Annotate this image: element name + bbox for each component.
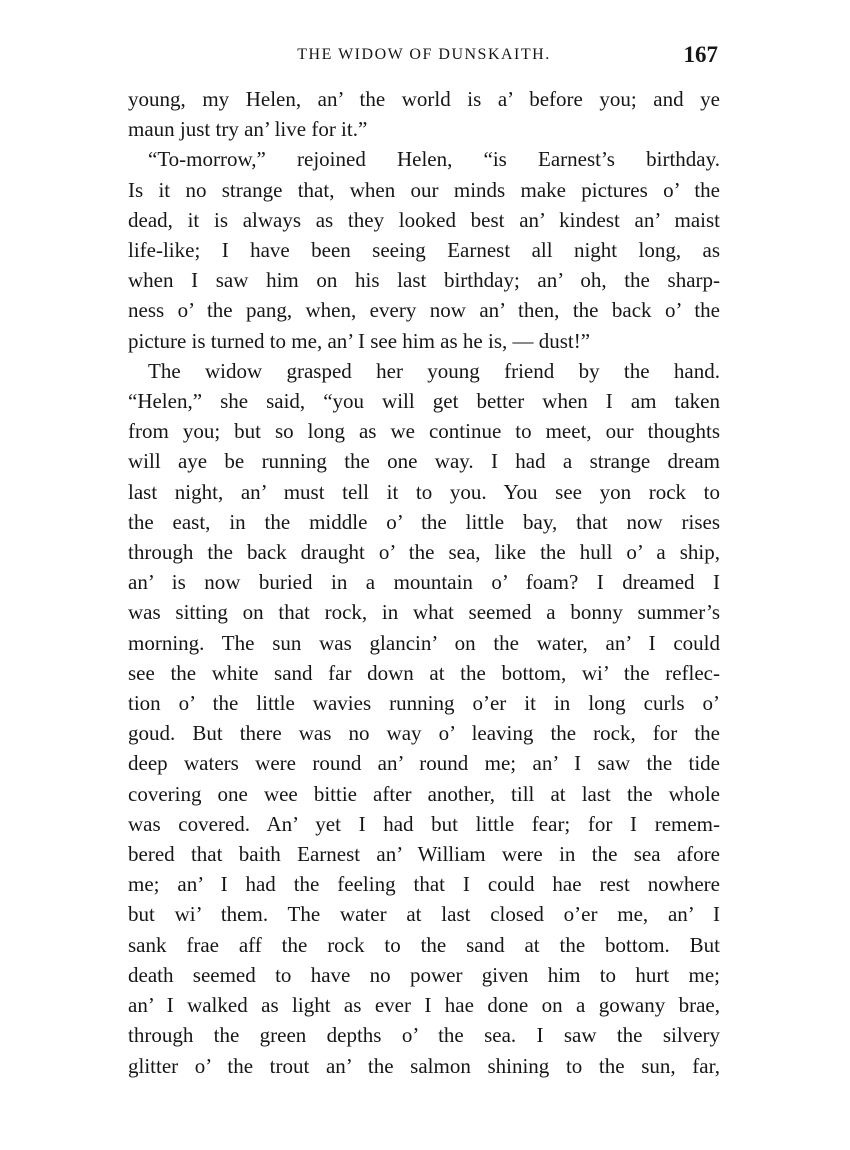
text-line: deep waters were round an’ round me; an’ I saw the tide xyxy=(128,751,720,776)
text-line: covering one wee bittie after another, till at last the whole xyxy=(128,781,720,806)
text-line: the east, in the middle o’ the little bay, that now rises xyxy=(128,509,720,534)
text-line: “To-morrow,” rejoined Helen, “is Earnest’s birthday. xyxy=(148,147,720,172)
text-line: last night, an’ must tell it to you. You see yon rock to xyxy=(128,479,720,504)
text-line: me; an’ I had the feeling that I could hae rest nowhere xyxy=(128,872,720,897)
text-line: The widow grasped her young friend by the hand. xyxy=(148,358,720,383)
text-line: glitter o’ the trout an’ the salmon shining to the sun, far, xyxy=(128,1053,720,1078)
text-line: sank frae aff the rock to the sand at the bottom. But xyxy=(128,932,720,957)
text-line: tion o’ the little wavies running o’er it in long curls o’ xyxy=(128,691,720,716)
text-line: goud. But there was no way o’ leaving the rock, for the xyxy=(128,721,720,746)
text-line: an’ is now buried in a mountain o’ foam? I dreamed I xyxy=(128,570,720,595)
body-text xyxy=(128,84,720,1081)
text-line: was covered. An’ yet I had but little fear; for I remem- xyxy=(128,811,720,836)
book-page xyxy=(128,40,720,1081)
text-line: but wi’ them. The water at last closed o’er me, an’ I xyxy=(128,902,720,927)
running-title: THE WIDOW OF DUNSKAITH. xyxy=(297,46,551,63)
text-line: ness o’ the pang, when, every now an’ then, the back o’ the xyxy=(128,298,720,323)
text-line: bered that baith Earnest an’ William were in the sea afore xyxy=(128,842,720,867)
text-line: picture is turned to me, an’ I see him as he is, — dust!” xyxy=(128,328,591,353)
text-line: Is it no strange that, when our minds make pictures o’ the xyxy=(128,177,720,202)
text-line: will aye be running the one way. I had a strange dream xyxy=(128,449,720,474)
text-line: morning. The sun was glancin’ on the water, an’ I could xyxy=(128,630,720,655)
text-line: young, my Helen, an’ the world is a’ before you; and ye xyxy=(128,87,720,111)
text-line: “Helen,” she said, “you will get better when I am taken xyxy=(128,389,720,414)
text-line: when I saw him on his last birthday; an’ oh, the sharp- xyxy=(128,268,720,293)
page-number: 167 xyxy=(683,42,718,67)
text-line: life-like; I have been seeing Earnest all night long, as xyxy=(128,238,720,263)
text-line: through the green depths o’ the sea. I saw the silvery xyxy=(128,1023,720,1048)
text-line: maun just try an’ live for it.” xyxy=(128,117,368,142)
text-line: death seemed to have no power given him to hurt me; xyxy=(128,962,720,987)
text-line: dead, it is always as they looked best an’ kindest an’ maist xyxy=(128,207,720,232)
text-line: see the white sand far down at the bottom, wi’ the reflec- xyxy=(128,660,720,685)
text-line: an’ I walked as light as ever I hae done on a gowany brae, xyxy=(128,993,720,1018)
running-head xyxy=(128,40,720,84)
text-line: was sitting on that rock, in what seemed a bonny summer’s xyxy=(128,600,720,625)
text-line: through the back draught o’ the sea, like the hull o’ a ship, xyxy=(128,540,720,565)
text-line: from you; but so long as we continue to meet, our thoughts xyxy=(128,419,720,444)
